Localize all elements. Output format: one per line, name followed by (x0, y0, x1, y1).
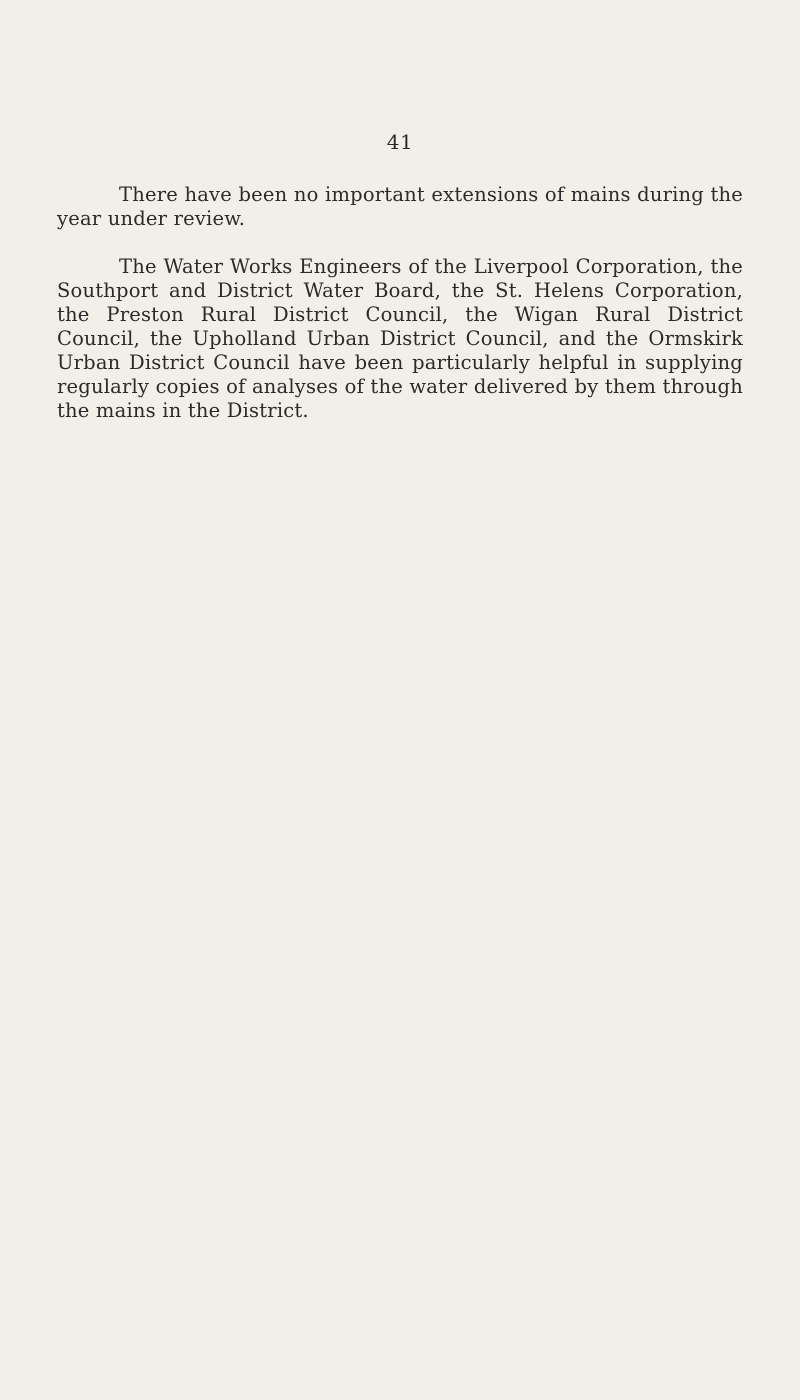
page-number: 41 (386, 130, 414, 154)
paragraph-mains-extensions: There have been no important extensions of mains during the year under review. (57, 183, 743, 230)
body-text (57, 183, 743, 447)
paragraph-water-works-engineers: The Water Works Engineers of the Liverpool Corporation, the Southport and District Water Board, the St. Helens Corporation, the Preston Rural District Council, the Wigan Rural District Council, the Upholland Urban District Council, and the Ormskirk Urban District Council have been particularly helpful in supplying regularly copies of analyses of the water delivered by them through the mains in the District. (57, 255, 743, 422)
